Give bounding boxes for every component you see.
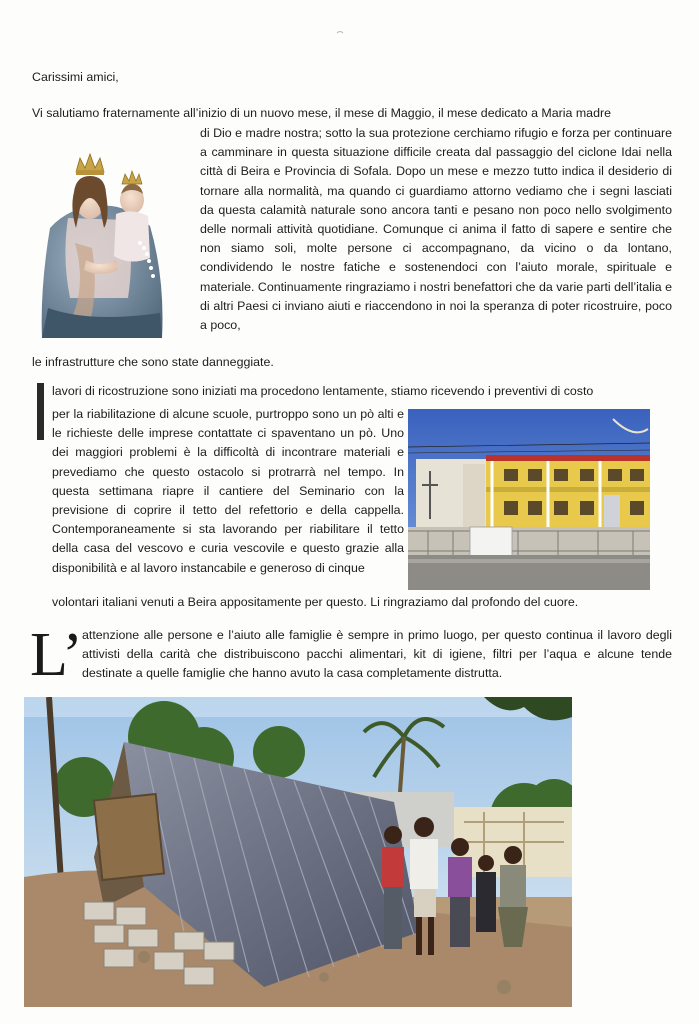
paragraph2-last-line: volontari italiani venuti a Beira appositamente per questo. Li ringraziamo dal profondo del cuore. [52,595,579,609]
paragraph1-body: di Dio e madre nostra; sotto la sua protezione cerchiamo rifugio e forza per continuare a camminare in questa situazione difficile creata dal passaggio del ciclone Idai nella città di Beira e Provincia di Sofala. Dopo un mese e mezzo tutto indica il desiderio di tornare alla normalità, ma quando ci guardiamo attorno vediamo che i segni lasciati da questa calamità naturale sono ancora tanti e pesano non poco nello svolgimento delle normali attività quotidiane. Comunque ci anima il fatto di sapere e sentire che non siamo soli, molte persone ci accompagnano, da vicino o da lontano, condividendo le nostre fatiche e sostenendoci con l’aiuto morale, spirituale e materiale. Continuamente ringraziamo i nostri benefattori che da varie parti dell’italia e di altri Paesi ci inviano aiuti e riaccendono in noi la speranza di poter ricostruire, poco a poco, [200,126,672,333]
paragraph1-first-line: Vi salutiamo fraternamente all’inizio di un nuovo mese, il mese di Maggio, il mese dedicato a Maria madre [32,106,611,120]
madonna-statue-image [30,148,170,343]
paragraph2-body: per la riabilitazione di alcune scuole, purtroppo sono un pò alti e le richieste delle imprese contattate ci spaventano un pò. Uno dei maggiori problemi è la difficoltà di incontrare materiali e prevediamo che questo ostacolo si protrarrà nel tempo. In questa settimana riapre il cantiere del Seminario con la previsione di coprire il tetto del refettorio e della cappella. Contemporaneamente si sta lavorando per riabilitare il tetto della casa del vescovo e curia vescovile e questo grazie alla disponibilità e al lavoro instancabile e generoso di cinque [52,407,404,575]
paragraph2-dropcap-i [37,383,44,440]
greeting: Carissimi amici, [32,70,119,84]
paragraph1-last-line: le infrastrutture che sono state danneggiate. [32,355,274,369]
paragraph2-first-line: lavori di ricostruzione sono iniziati ma procedono lentamente, stiamo ricevendo i preventivi di costo [52,384,594,398]
paragraph3-text: attenzione alle persone e l’aiuto alle famiglie è sempre in primo luogo, per questo continua il lavoro degli attivisti della carità che distribuiscono pacchi alimentari, kit di igiene, filtri per l’aqua e alcune tende destinate a quelle famiglie che hanno avuto la casa completamente distrutta. [82,628,672,681]
paragraph3-dropcap: L’ [30,621,83,689]
seminary-building-image [408,409,650,590]
scan-speck [336,30,344,35]
destroyed-house-image [24,697,572,1007]
